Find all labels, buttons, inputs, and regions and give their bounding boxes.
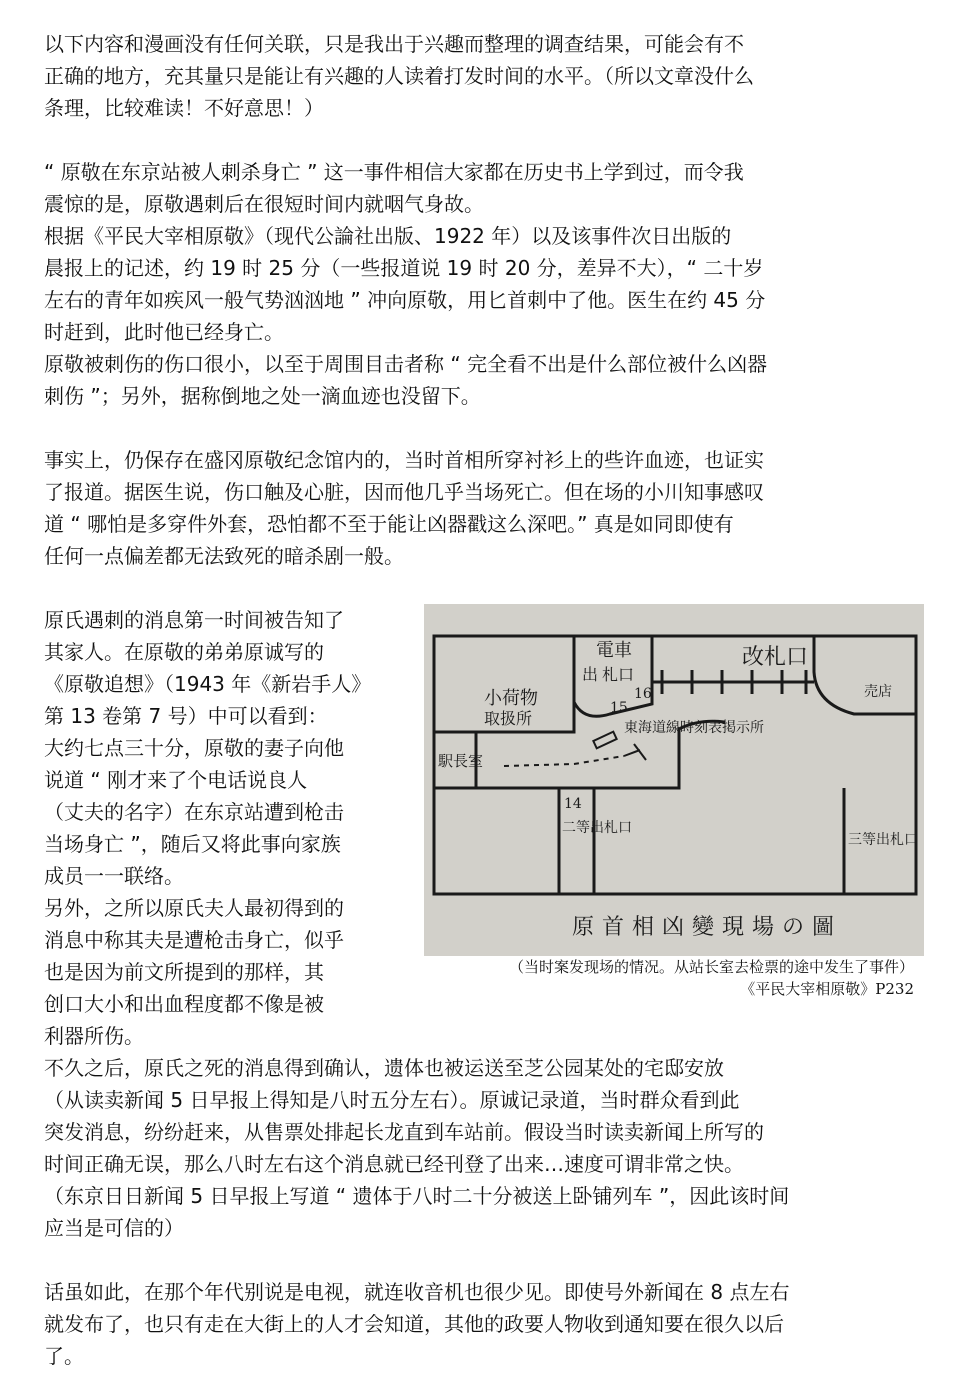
map-label-baiten: 売店 xyxy=(864,684,892,700)
map-label-toriatsukaijo: 取扱所 xyxy=(484,709,533,728)
text-line: 《原敬追想》（1943 年《新岩手人》 xyxy=(44,672,372,696)
text-line: 就发布了，也只有走在大街上的人才会知道，其他的政要人物收到通知要在很久以后 xyxy=(44,1312,784,1336)
paragraph-evidence xyxy=(44,444,924,572)
paragraph-family-notice xyxy=(44,604,924,1052)
text-line: 刺伤 ”；另外，据称倒地之处一滴血迹也没留下。 xyxy=(44,384,481,408)
text-line: 其家人。在原敬的弟弟原诚写的 xyxy=(44,640,324,664)
paragraph-gap xyxy=(44,1244,924,1276)
map-label-santo: 三等出札口 xyxy=(848,832,918,848)
text-line: 任何一点偏差都无法致死的暗杀剧一般。 xyxy=(44,544,404,568)
map-label-num16: 16 xyxy=(634,686,652,702)
station-map xyxy=(424,604,924,956)
map-label-kaisatsu: 改札口 xyxy=(742,645,809,670)
paragraph-gap xyxy=(44,412,924,444)
text-line: 利器所伤。 xyxy=(44,1024,144,1048)
text-line: 原敬被刺伤的伤口很小，以至于周围目击者称 “ 完全看不出是什么部位被什么凶器 xyxy=(44,352,768,376)
paragraph-gap xyxy=(44,124,924,156)
station-map-drawing xyxy=(424,604,924,956)
paragraph-gap xyxy=(44,572,924,604)
text-line: 话虽如此，在那个年代别说是电视，就连收音机也很少见。即使号外新闻在 8 点左右 xyxy=(44,1280,790,1304)
text-line: 正确的地方，充其量只是能让有兴趣的人读着打发时间的水平。（所以文章没什么 xyxy=(44,64,754,88)
figure-source: 《平民大宰相原敬》P232 xyxy=(740,980,914,998)
map-label-num15: 15 xyxy=(610,700,628,716)
text-line: 大约七点三十分，原敬的妻子向他 xyxy=(44,736,344,760)
paragraph-media xyxy=(44,1276,924,1372)
text-line: 事实上，仍保存在盛冈原敬纪念馆内的，当时首相所穿衬衫上的些许血迹，也证实 xyxy=(44,448,764,472)
text-line: 说道 “ 刚才来了个电话说良人 xyxy=(44,768,308,792)
text-line: 应当是可信的） xyxy=(44,1216,184,1240)
text-line: 根据《平民大宰相原敬》（现代公論社出版、1922 年）以及该事件次日出版的 xyxy=(44,224,732,248)
text-line: 时间正确无误，那么八时左右这个消息就已经刊登了出来…速度可谓非常之快。 xyxy=(44,1152,744,1176)
text-line: 也是因为前文所提到的那样，其 xyxy=(44,960,324,984)
text-line: 原氏遇刺的消息第一时间被告知了 xyxy=(44,608,344,632)
text-line: “ 原敬在东京站被人刺杀身亡 ” 这一事件相信大家都在历史书上学到过，而令我 xyxy=(44,160,744,184)
text-line: 了报道。据医生说，伤口触及心脏，因而他几乎当场死亡。但在场的小川知事感叹 xyxy=(44,480,764,504)
text-line: 晨报上的记述，约 19 时 25 分（一些报道说 19 时 20 分，差异不大），“ 二十岁 xyxy=(44,256,764,280)
paragraph-assassination xyxy=(44,156,924,412)
text-line: 了。 xyxy=(44,1344,84,1368)
map-label-num14: 14 xyxy=(564,796,582,812)
article xyxy=(44,28,924,1372)
station-map-figure xyxy=(424,604,924,1000)
map-label-ekichoshitsu: 駅長室 xyxy=(438,752,484,770)
text-line: 突发消息，纷纷赶来，从售票处排起长龙直到车站前。假设当时读卖新闻上所写的 xyxy=(44,1120,764,1144)
map-label-nito: 二等出札口 xyxy=(562,820,632,836)
map-label-densha-out: 出 xyxy=(582,665,599,684)
text-line: 第 13 卷第 7 号）中可以看到： xyxy=(44,704,328,728)
text-line: 条理，比较难读！不好意思！） xyxy=(44,96,324,120)
map-label-densha-exit: 札口 xyxy=(602,665,635,684)
text-line: 消息中称其夫是遭枪击身亡，似乎 xyxy=(44,928,344,952)
text-line: 当场身亡 ”，随后又将此事向家族 xyxy=(44,832,341,856)
text-line: （从读卖新闻 5 日早报上得知是八时五分左右）。原诚记录道，当时群众看到此 xyxy=(44,1088,740,1112)
text-line: 左右的青年如疾风一般气势汹汹地 ” 冲向原敬，用匕首刺中了他。医生在约 45 分 xyxy=(44,288,766,312)
text-line: （丈夫的名字）在东京站遭到枪击 xyxy=(44,800,344,824)
paragraph-intro xyxy=(44,28,924,124)
text-line: 道 “ 哪怕是多穿件外套，恐怕都不至于能让凶器戳这么深吧。” 真是如同即使有 xyxy=(44,512,734,536)
figure-caption: （当时案发现场的情况。从站长室去检票的途中发生了事件） xyxy=(508,958,914,976)
text-line: （东京日日新闻 5 日早报上写道 “ 遗体于八时二十分被送上卧铺列车 ”，因此该时间 xyxy=(44,1184,790,1208)
text-line: 另外，之所以原氏夫人最初得到的 xyxy=(44,896,344,920)
map-label-timetable: 東海道線時刻表掲示所 xyxy=(624,720,764,736)
text-line: 不久之后，原氏之死的消息得到确认，遗体也被运送至芝公园某处的宅邸安放 xyxy=(44,1056,724,1080)
map-title: 原首相凶變現場の圖 xyxy=(572,915,843,940)
text-line: 创口大小和出血程度都不像是被 xyxy=(44,992,324,1016)
text-line: 以下内容和漫画没有任何关联，只是我出于兴趣而整理的调查结果，可能会有不 xyxy=(44,32,744,56)
map-label-densha: 電車 xyxy=(596,640,632,661)
text-line: 震惊的是，原敬遇刺后在很短时间内就咽气身故。 xyxy=(44,192,484,216)
text-line: 时赶到，此时他已经身亡。 xyxy=(44,320,284,344)
paragraph-confirmation xyxy=(44,1052,924,1244)
text-line: 成员一一联络。 xyxy=(44,864,184,888)
map-label-kohimotsu: 小荷物 xyxy=(484,688,538,709)
